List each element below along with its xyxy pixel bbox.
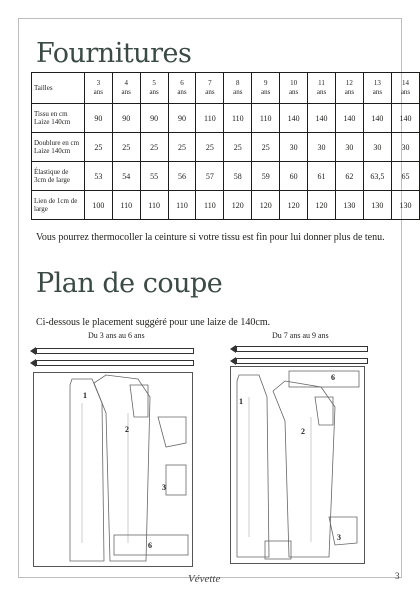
interfacing-note: Vous pourrez thermocoller la ceinture si votre tissu est fin pour lui donner plus de tenu. bbox=[36, 232, 385, 243]
piece-number: 3 bbox=[162, 483, 166, 492]
layout-caption-7-9: Du 7 ans au 9 ans bbox=[272, 331, 329, 340]
piece-number: 2 bbox=[301, 427, 305, 436]
table-cell: 30 bbox=[391, 133, 419, 162]
size-header: 11 ans bbox=[308, 73, 336, 104]
table-row bbox=[32, 104, 420, 133]
table-cell: 120 bbox=[308, 191, 336, 220]
table-cell: 25 bbox=[112, 133, 140, 162]
table-cell: 62 bbox=[335, 162, 363, 191]
piece-number: 6 bbox=[148, 541, 152, 550]
table-cell: 60 bbox=[280, 162, 308, 191]
table-cell: 25 bbox=[140, 133, 168, 162]
piece-number: 2 bbox=[125, 425, 129, 434]
table-cell: 61 bbox=[308, 162, 336, 191]
section-title-fournitures: Fournitures bbox=[36, 38, 192, 69]
table-row bbox=[32, 162, 420, 191]
table-cell: 25 bbox=[168, 133, 196, 162]
brand-logo: Vévette bbox=[188, 573, 221, 585]
cutting-intro: Ci-dessous le placement suggéré pour une laize de 140cm. bbox=[36, 317, 271, 328]
table-cell: 55 bbox=[140, 162, 168, 191]
page-number: 3 bbox=[395, 571, 400, 581]
table-cell: 130 bbox=[335, 191, 363, 220]
grain-bar bbox=[236, 358, 368, 364]
table-cell: 90 bbox=[140, 104, 168, 133]
table-cell: 59 bbox=[252, 162, 280, 191]
size-header: 10 ans bbox=[280, 73, 308, 104]
table-cell: 30 bbox=[308, 133, 336, 162]
table-cell: 130 bbox=[363, 191, 391, 220]
table-cell: 110 bbox=[112, 191, 140, 220]
table-cell: 65 bbox=[391, 162, 419, 191]
table-cell: 140 bbox=[391, 104, 419, 133]
table-cell: 110 bbox=[168, 191, 196, 220]
size-header: 8 ans bbox=[224, 73, 252, 104]
table-cell: 90 bbox=[168, 104, 196, 133]
piece-number: 6 bbox=[331, 373, 335, 382]
row-label: Tissu en cm Laize 140cm bbox=[32, 104, 85, 133]
table-cell: 140 bbox=[335, 104, 363, 133]
table-cell: 30 bbox=[363, 133, 391, 162]
table-cell: 63,5 bbox=[363, 162, 391, 191]
table-cell: 100 bbox=[84, 191, 112, 220]
table-row bbox=[32, 191, 420, 220]
table-cell: 140 bbox=[363, 104, 391, 133]
table-cell: 25 bbox=[252, 133, 280, 162]
layout-caption-3-6: Du 3 ans au 6 ans bbox=[88, 331, 145, 340]
row-label: Doublure en cm Laize 140cm bbox=[32, 133, 85, 162]
table-cell: 140 bbox=[308, 104, 336, 133]
size-header: 3 ans bbox=[84, 73, 112, 104]
section-title-plan-de-coupe: Plan de coupe bbox=[36, 268, 223, 299]
table-header-label: Tailles bbox=[32, 73, 85, 104]
selvage-bar bbox=[236, 346, 368, 352]
table-cell: 110 bbox=[196, 191, 224, 220]
table-cell: 90 bbox=[84, 104, 112, 133]
table-cell: 56 bbox=[168, 162, 196, 191]
size-header: 14 ans bbox=[391, 73, 419, 104]
table-cell: 57 bbox=[196, 162, 224, 191]
table-cell: 58 bbox=[224, 162, 252, 191]
cutting-layout-3-6 bbox=[33, 372, 193, 567]
table-cell: 110 bbox=[252, 104, 280, 133]
cutting-layout-7-9 bbox=[230, 366, 365, 564]
supplies-table bbox=[31, 72, 420, 220]
table-cell: 140 bbox=[280, 104, 308, 133]
table-row bbox=[32, 133, 420, 162]
selvage-bar bbox=[36, 348, 194, 354]
row-label: Lien de 1cm de large bbox=[32, 191, 85, 220]
size-header: 7 ans bbox=[196, 73, 224, 104]
table-cell: 120 bbox=[252, 191, 280, 220]
size-header: 4 ans bbox=[112, 73, 140, 104]
size-header: 13 ans bbox=[363, 73, 391, 104]
table-cell: 130 bbox=[391, 191, 419, 220]
table-cell: 110 bbox=[224, 104, 252, 133]
size-header: 5 ans bbox=[140, 73, 168, 104]
table-cell: 53 bbox=[84, 162, 112, 191]
grain-bar bbox=[36, 360, 194, 366]
table-cell: 90 bbox=[112, 104, 140, 133]
table-cell: 25 bbox=[196, 133, 224, 162]
table-cell: 30 bbox=[335, 133, 363, 162]
table-cell: 54 bbox=[112, 162, 140, 191]
piece-number: 1 bbox=[83, 391, 87, 400]
size-header: 9 ans bbox=[252, 73, 280, 104]
pattern-pieces-diagram bbox=[34, 373, 192, 566]
piece-number: 1 bbox=[239, 397, 243, 406]
table-cell: 30 bbox=[280, 133, 308, 162]
table-cell: 110 bbox=[140, 191, 168, 220]
size-header: 12 ans bbox=[335, 73, 363, 104]
table-cell: 110 bbox=[196, 104, 224, 133]
table-cell: 25 bbox=[84, 133, 112, 162]
row-label: Élastique de 3cm de large bbox=[32, 162, 85, 191]
table-cell: 25 bbox=[224, 133, 252, 162]
pattern-pieces-diagram bbox=[231, 367, 364, 563]
table-cell: 120 bbox=[224, 191, 252, 220]
piece-number: 3 bbox=[337, 533, 341, 542]
size-header: 6 ans bbox=[168, 73, 196, 104]
table-cell: 120 bbox=[280, 191, 308, 220]
